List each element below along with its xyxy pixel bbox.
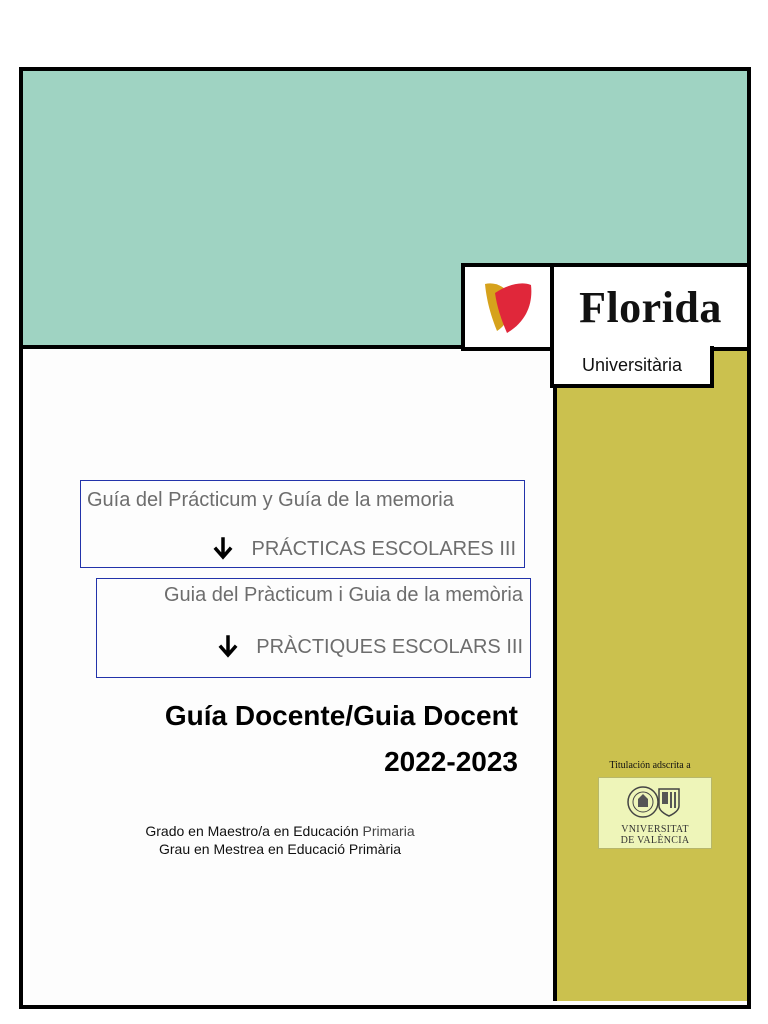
logo-wordmark-box [550, 263, 751, 351]
uv-seal-icon [599, 778, 711, 824]
guide-es-subject [213, 537, 516, 561]
academic-year: 2022-2023 [384, 746, 518, 777]
guide-box-ca [96, 578, 531, 678]
logo-subtitle: Universitària [581, 354, 683, 375]
affiliation-label: Titulación adscrita a [609, 760, 691, 771]
arrow-down-icon [213, 537, 233, 561]
degree-ca: Grau en Mestrea en Educació Primària [159, 841, 401, 857]
uv-name-line1: VNIVERSITAT [621, 824, 689, 835]
guide-box-es [80, 480, 525, 568]
document-title: Guía Docente/Guia Docent [164, 700, 518, 731]
guide-es-subject-label: PRÁCTICAS ESCOLARES III [251, 537, 516, 560]
arrow-down-icon [218, 635, 238, 659]
logo-wordmark: Florida [579, 282, 722, 332]
guide-ca-subject [218, 635, 523, 659]
guide-ca-subject-label: PRÀCTIQUES ESCOLARS III [256, 635, 523, 658]
degree-es [80, 823, 480, 839]
uv-logo [598, 777, 712, 849]
degree-es-main: Grado en Maestro/a en Educación [145, 823, 359, 839]
guide-ca-title: Guia del Pràcticum i Guia de la memòria [163, 584, 523, 606]
florida-shield-icon [465, 267, 550, 347]
logo-mark [461, 263, 554, 351]
degree-es-tail: Primaria [358, 823, 415, 839]
uv-name-line2: DE VALÈNCIA [620, 835, 690, 846]
guide-es-title: Guía del Prácticum y Guía de la memoria [87, 489, 454, 511]
olive-side-column [553, 345, 747, 1001]
logo-subtitle-box [550, 346, 714, 388]
